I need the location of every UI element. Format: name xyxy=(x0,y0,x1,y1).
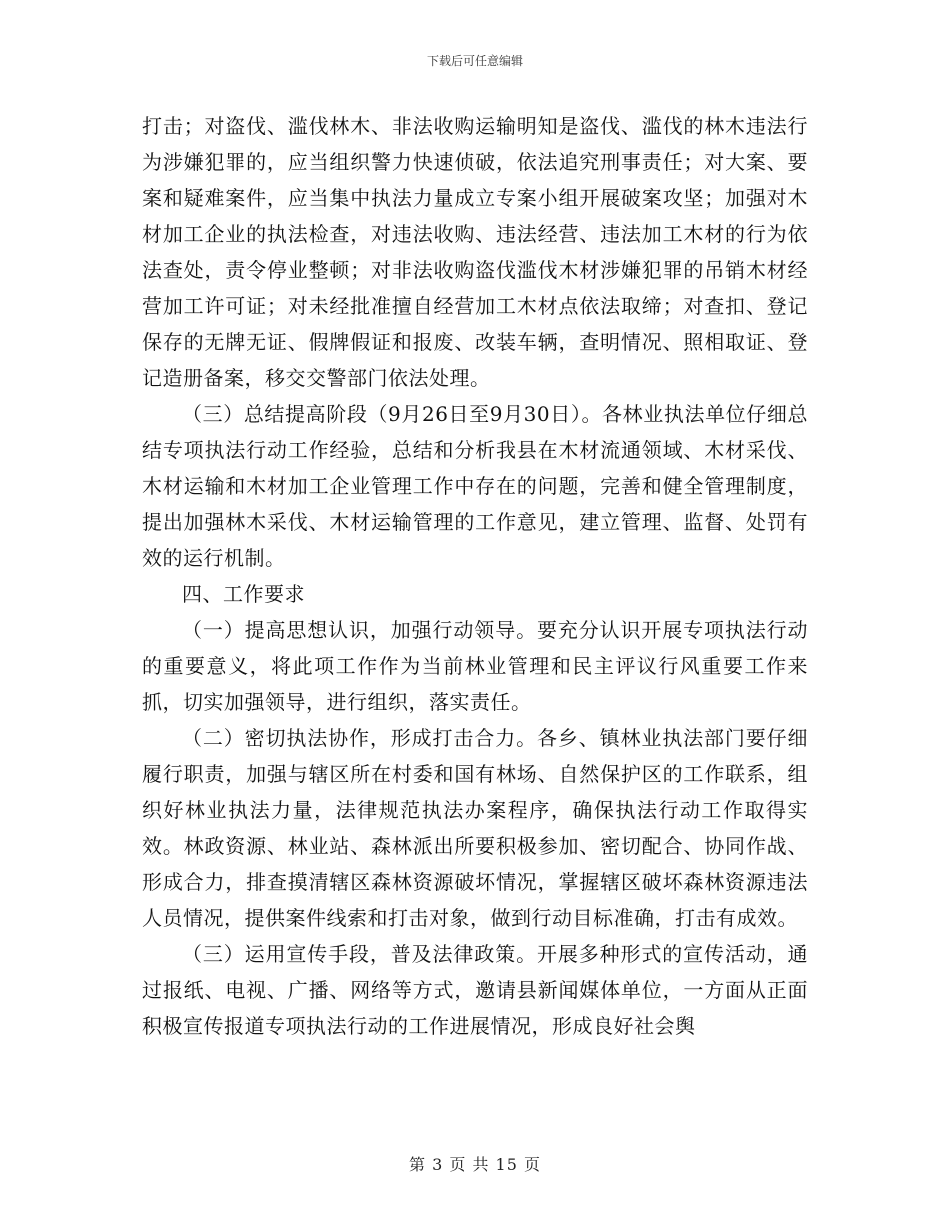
page-number: 第 3 页 共 15 页 xyxy=(409,1155,541,1174)
paragraph-publicity: （三）运用宣传手段，普及法律政策。开展多种形式的宣传活动，通过报纸、电视、广播、网络等方式，邀请县新闻媒体单位，一方面从正面积极宣传报道专项执法行动的工作进展情况，形成良好社会舆 xyxy=(142,942,808,1038)
paragraph-summary-stage: （三）总结提高阶段（9月26日至9月30日）。各林业执法单位仔细总结专项执法行动工作经验，总结和分析我县在木材流通领域、木材采伐、木材运输和木材加工企业管理工作中存在的问题，完善和健全管理制度，提出加强林木采伐、木材运输管理的工作意见，建立管理、监督、处罚有效的运行机制。 xyxy=(142,402,808,570)
document-body xyxy=(142,108,808,1044)
paragraph-enforcement-actions: 打击；对盗伐、滥伐林木、非法收购运输明知是盗伐、滥伐的林木违法行为涉嫌犯罪的，应当组织警力快速侦破，依法追究刑事责任；对大案、要案和疑难案件，应当集中执法力量成立专案小组开展破案攻坚；加强对木材加工企业的执法检查，对违法收购、违法经营、违法加工木材的行为依法查处，责令停业整顿；对非法收购盗伐滥伐木材涉嫌犯罪的吊销木材经营加工许可证；对未经批准擅自经营加工木材点依法取缔；对查扣、登记保存的无牌无证、假牌假证和报废、改装车辆，查明情况、照相取证、登记造册备案，移交交警部门依法处理。 xyxy=(142,114,808,390)
paragraph-raise-awareness: （一）提高思想认识，加强行动领导。要充分认识开展专项执法行动的重要意义，将此项工作作为当前林业管理和民主评议行风重要工作来抓，切实加强领导，进行组织，落实责任。 xyxy=(142,618,808,714)
paragraph-enforcement-cooperation: （二）密切执法协作，形成打击合力。各乡、镇林业执法部门要仔细履行职责，加强与辖区所在村委和国有林场、自然保护区的工作联系，组织好林业执法力量，法律规范执法办案程序，确保执法行动工作取得实效。林政资源、林业站、森林派出所要积极参加、密切配合、协同作战、形成合力，排查摸清辖区森林资源破坏情况，掌握辖区破坏森林资源违法人员情况，提供案件线索和打击对象，做到行动目标准确，打击有成效。 xyxy=(142,726,808,930)
section-heading-work-requirements: 四、工作要求 xyxy=(182,582,305,606)
page-header: 下载后可任意编辑 xyxy=(426,54,523,68)
